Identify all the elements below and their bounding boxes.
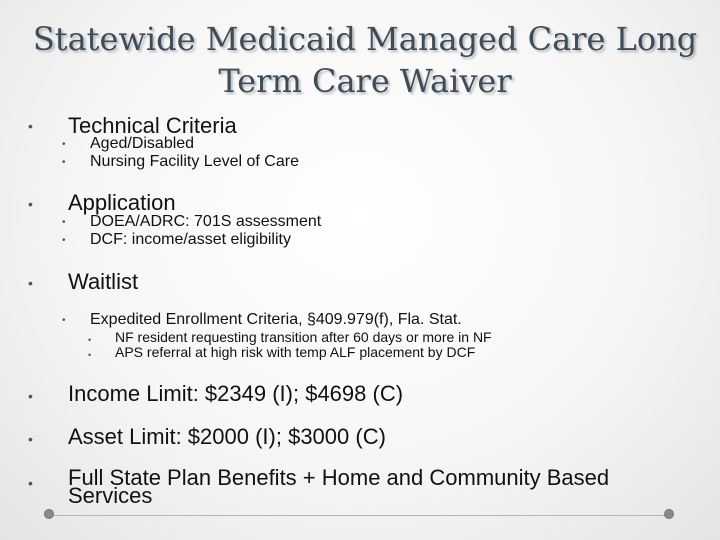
bottom-rule xyxy=(50,515,670,516)
bullet: • xyxy=(88,350,92,360)
section-full-state-plan-cont: Services xyxy=(68,483,153,508)
slide-title: Statewide Medicaid Managed Care Long Term Care Waiver xyxy=(32,20,698,100)
subitem-aps-referral: APS referral at high risk with temp ALF placement by DCF xyxy=(115,344,476,360)
item-aged-disabled: Aged/Disabled xyxy=(90,135,195,152)
item-doea-adrc: DOEA/ADRC: 701S assessment xyxy=(90,213,322,230)
right-dot-marker xyxy=(664,509,674,519)
section-technical-criteria: Technical Criteria xyxy=(68,113,237,138)
bullet: • xyxy=(28,475,33,491)
bullet: • xyxy=(62,315,66,326)
bullet: • xyxy=(62,217,66,228)
section-asset-limit: Asset Limit: $2000 (I); $3000 (C) xyxy=(68,424,386,449)
bullet: • xyxy=(62,235,66,246)
section-full-state-plan: Full State Plan Benefits + Home and Community Based xyxy=(68,465,610,490)
bullet: • xyxy=(88,335,92,345)
bullet: • xyxy=(28,431,33,447)
section-waitlist: Waitlist xyxy=(68,269,139,294)
subitem-nf-resident: NF resident requesting transition after 60 days or more in NF xyxy=(115,329,492,345)
item-expedited-enrollment: Expedited Enrollment Criteria, §409.979(f), Fla. Stat. xyxy=(90,311,462,328)
section-application: Application xyxy=(68,190,176,215)
bullet: • xyxy=(28,196,33,212)
bullet: • xyxy=(28,275,33,291)
bullet: • xyxy=(28,118,33,134)
section-income-limit: Income Limit: $2349 (I); $4698 (C) xyxy=(68,381,404,406)
left-dot-marker xyxy=(44,509,54,519)
bullet: • xyxy=(62,139,66,150)
bullet: • xyxy=(62,157,66,168)
item-dcf-income: DCF: income/asset eligibility xyxy=(90,231,291,248)
item-nursing-facility: Nursing Facility Level of Care xyxy=(90,153,299,170)
bullet: • xyxy=(28,388,33,404)
